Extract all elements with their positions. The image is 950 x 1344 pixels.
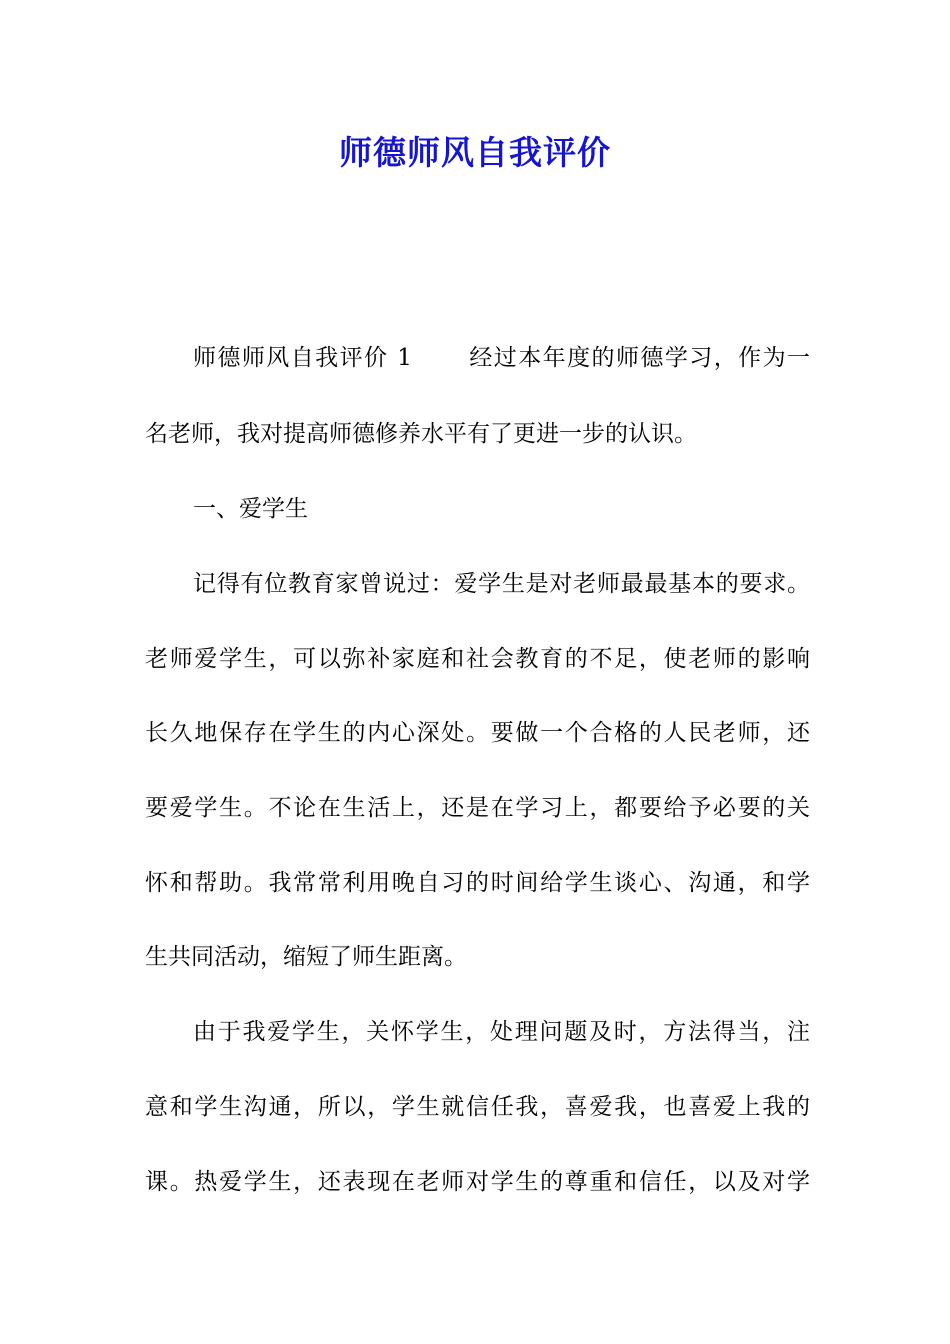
paragraph-line: 课。热爱学生，还表现在老师对学生的尊重和信任，以及对学 (145, 1169, 810, 1195)
paragraph-line: 长久地保存在学生的内心深处。要做一个合格的人民老师，还 (145, 720, 810, 746)
paragraph-line: 老师爱学生，可以弥补家庭和社会教育的不足，使老师的影响 (145, 646, 810, 672)
paragraph-line: 要爱学生。不论在生活上，还是在学习上，都要给予必要的关 (145, 795, 810, 821)
paragraph-line: 怀和帮助。我常常利用晚自习的时间给学生谈心、沟通，和学 (145, 870, 810, 896)
paragraph-line: 由于我爱学生，关怀学生，处理问题及时，方法得当，注 (193, 1019, 810, 1045)
paragraph-line: 生共同活动，缩短了师生距离。 (145, 944, 467, 970)
section-heading: 一、爱学生 (193, 496, 308, 522)
document-title: 师德师风自我评价 (339, 133, 611, 172)
paragraph-line: 记得有位教育家曾说过：爱学生是对老师最最基本的要求。 (193, 571, 810, 597)
section-heading: 师德师风自我评价 1 (193, 345, 412, 371)
paragraph-line (193, 343, 810, 373)
paragraph-text: 经过本年度的师德学习，作为一 (467, 345, 811, 371)
paragraph-line: 意和学生沟通，所以，学生就信任我，喜爱我，也喜爱上我的 (145, 1094, 810, 1120)
paragraph-line: 名老师，我对提高师德修养水平有了更进一步的认识。 (145, 421, 697, 447)
